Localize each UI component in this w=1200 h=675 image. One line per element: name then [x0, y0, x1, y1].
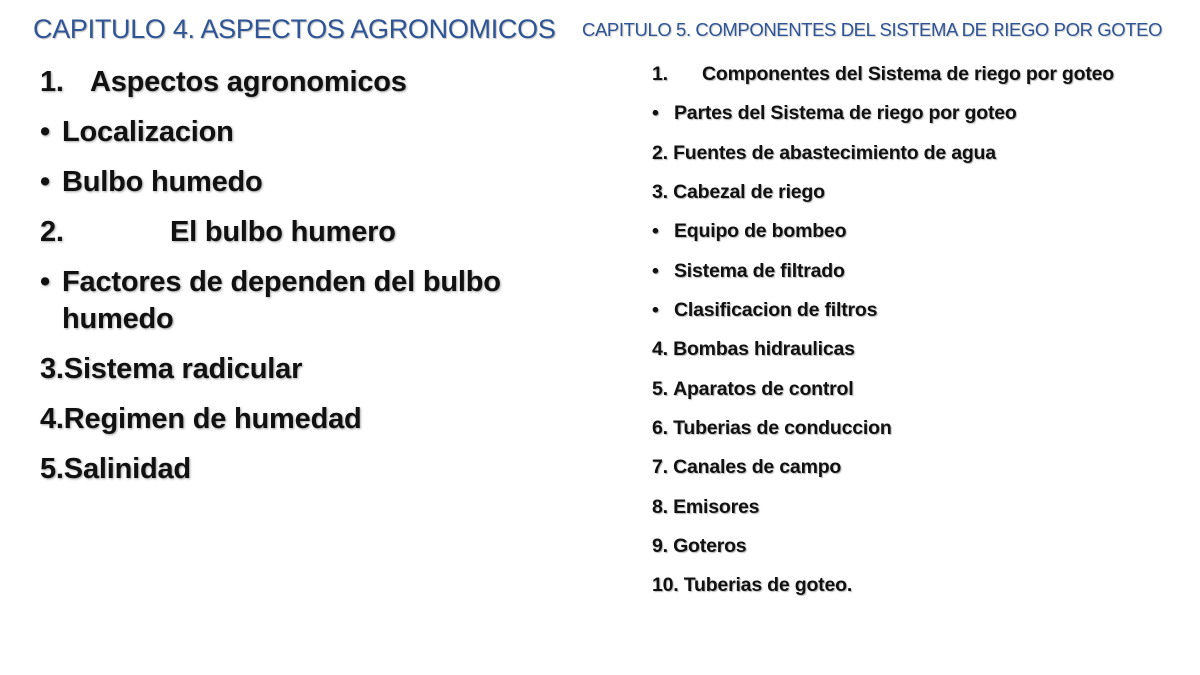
item-text: Aspectos agronomicos: [90, 66, 407, 98]
outline-item: [652, 98, 1192, 128]
bullet-marker: •: [652, 220, 659, 243]
item-number: 5.: [652, 377, 668, 400]
item-text: Cabezal de riego: [673, 181, 825, 204]
outline-item: [40, 114, 570, 151]
bullet-marker: •: [40, 116, 50, 148]
item-number: 2.: [652, 141, 668, 164]
item-text: Bombas hidraulicas: [673, 338, 855, 361]
item-text: Emisores: [673, 495, 760, 518]
bullet-marker: •: [40, 166, 50, 198]
item-text: Salinidad: [63, 453, 191, 485]
item-text: Goteros: [673, 535, 747, 558]
item-text: Sistema radicular: [63, 353, 303, 385]
chapter-4-outline: [40, 64, 570, 501]
item-text: Componentes del Sistema de riego por goteo: [702, 63, 1114, 85]
item-text: Clasificacion de filtros: [674, 299, 878, 322]
item-text: Localizacion: [62, 116, 234, 148]
item-text: El bulbo humero: [170, 216, 396, 248]
bullet-marker: •: [40, 266, 50, 298]
item-number: 7.: [652, 456, 668, 479]
item-number: 2.: [40, 216, 64, 248]
outline-item: [652, 216, 1192, 246]
item-text: Equipo de bombeo: [674, 220, 847, 243]
outline-item: [40, 214, 570, 251]
outline-item: [40, 64, 570, 101]
outline-item: [652, 295, 1192, 325]
item-number: 6.: [652, 417, 668, 440]
item-text: Regimen de humedad: [63, 403, 362, 435]
item-number: 10.: [652, 574, 679, 597]
item-text: Bulbo humedo: [62, 166, 263, 198]
item-text: Tuberias de conduccion: [673, 417, 892, 440]
item-text: Tuberias de goteo.: [683, 574, 853, 597]
outline-item: [40, 401, 570, 438]
item-number: 3.: [40, 353, 64, 385]
item-number: 9.: [652, 535, 668, 558]
outline-item: [652, 59, 1192, 89]
item-text: Canales de campo: [673, 456, 842, 479]
outline-item: [652, 256, 1192, 286]
chapter-5-title: CAPITULO 5. COMPONENTES DEL SISTEMA DE RIEGO POR GOTEO: [582, 19, 1163, 40]
item-number: 8.: [652, 495, 668, 518]
outline-item: [40, 264, 570, 338]
chapter-5-outline: [652, 59, 1192, 610]
outline-item: [652, 138, 1192, 168]
outline-item: [40, 164, 570, 201]
item-text: Aparatos de control: [673, 377, 854, 400]
item-text: Factores de dependen del bulbo humedo: [62, 266, 501, 335]
outline-item: [652, 531, 1192, 561]
item-number: 1.: [652, 63, 668, 85]
item-number: 3.: [652, 181, 668, 204]
bullet-marker: •: [652, 259, 659, 282]
bullet-marker: •: [652, 299, 659, 322]
outline-item: [652, 452, 1192, 482]
item-number: 5.: [40, 453, 64, 485]
item-text: Sistema de filtrado: [674, 259, 845, 282]
outline-item: [652, 334, 1192, 364]
outline-item: [652, 177, 1192, 207]
outline-item: [652, 413, 1192, 443]
item-number: 4.: [40, 403, 64, 435]
outline-item: [652, 492, 1192, 522]
chapter-4-title: CAPITULO 4. ASPECTOS AGRONOMICOS: [33, 14, 556, 44]
item-text: Partes del Sistema de riego por goteo: [674, 102, 1017, 125]
outline-item: [40, 351, 570, 388]
outline-item: [652, 570, 1192, 600]
item-number: 1.: [40, 66, 64, 98]
outline-item: [40, 451, 570, 488]
bullet-marker: •: [652, 102, 659, 125]
item-text: Fuentes de abastecimiento de agua: [673, 141, 996, 164]
outline-item: [652, 374, 1192, 404]
item-number: 4.: [652, 338, 668, 361]
